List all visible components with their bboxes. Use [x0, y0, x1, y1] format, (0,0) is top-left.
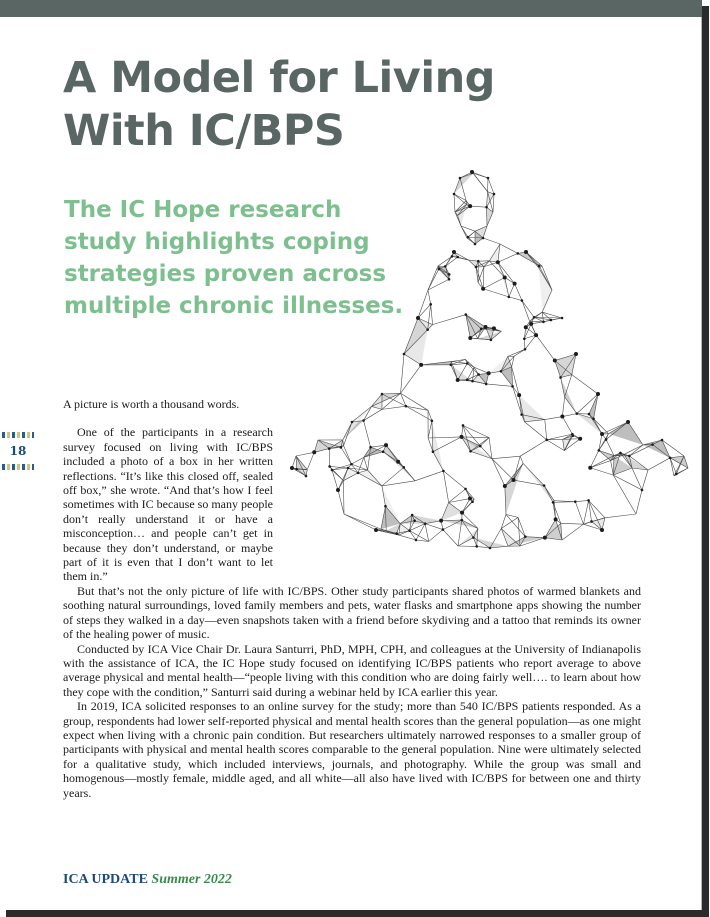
- article-deck: The IC Hope research study highlights coping strategies proven across multiple chronic illnesses.: [64, 197, 404, 319]
- footer-brand: ICA UPDATE: [63, 872, 148, 887]
- body-paragraph-4: In 2019, ICA solicited responses to an online survey for the study; more than 540 IC/BPS patients responded. As a group, respondents had lower self-reported physical and mental health scores than the general population—as one might expect when living with a chronic pain condition. But researchers ultimately narrowed responses to a smaller group of participants with physical and mental health scores comparable to the general population. Nine were ultimately selected for a qualitative study, which included interviews, journals, and photography. While the group was small and homogenous—mostly female, middle aged, and all white—all also have lived with IC/BPS for between one and thirty years.: [63, 699, 641, 800]
- page-number-tab: [2, 432, 34, 476]
- lead-paragraph: A picture is worth a thousand words.: [63, 397, 240, 411]
- body-paragraph-3: Conducted by ICA Vice Chair Dr. Laura Santurri, PhD, MPH, CPH, and colleagues at the University of Indianapolis with the assistance of ICA, the IC Hope study focused on identifying IC/BPS patients who report average to above average physical and mental health—“people living with this condition who are doing fairly well…. to learn about how they cope with the condition,” Santurri said during a webinar held by ICA earlier this year.: [63, 641, 641, 699]
- page-footer: [63, 872, 232, 888]
- page-shadow-right: [702, 6, 709, 914]
- article-headline: A Model for Living With IC/BPS: [63, 53, 495, 156]
- body-paragraph-2: But that’s not the only picture of life with IC/BPS. Other study participants shared photos of warmed blankets and soothing natural surroundings, loved family members and pets, water flasks and smartphone apps showing the number of steps they walked in a day—even snapshots taken with a friend before skydiving and a tattoo that reminds its owner of the healing power of music.: [63, 583, 641, 642]
- page-tab-stripe-bottom: [2, 464, 34, 470]
- top-color-band: [0, 0, 702, 17]
- article-body: [63, 397, 641, 800]
- page-shadow-bottom: [6, 910, 709, 917]
- body-paragraph-1: One of the participants in a research survey focused on living with IC/BPS included a photo of a box in her written reflections. “It’s like this closed off, sealed off box,” she wrote. “And that’s how I feel sometimes with IC because so many people don’t really understand it or have a misconception… and people can’t get in because they don’t understand, or maybe part of it is even that I don’t want to let them in.”: [63, 425, 273, 584]
- footer-issue: Summer 2022: [151, 872, 232, 887]
- page-number: 18: [9, 444, 27, 458]
